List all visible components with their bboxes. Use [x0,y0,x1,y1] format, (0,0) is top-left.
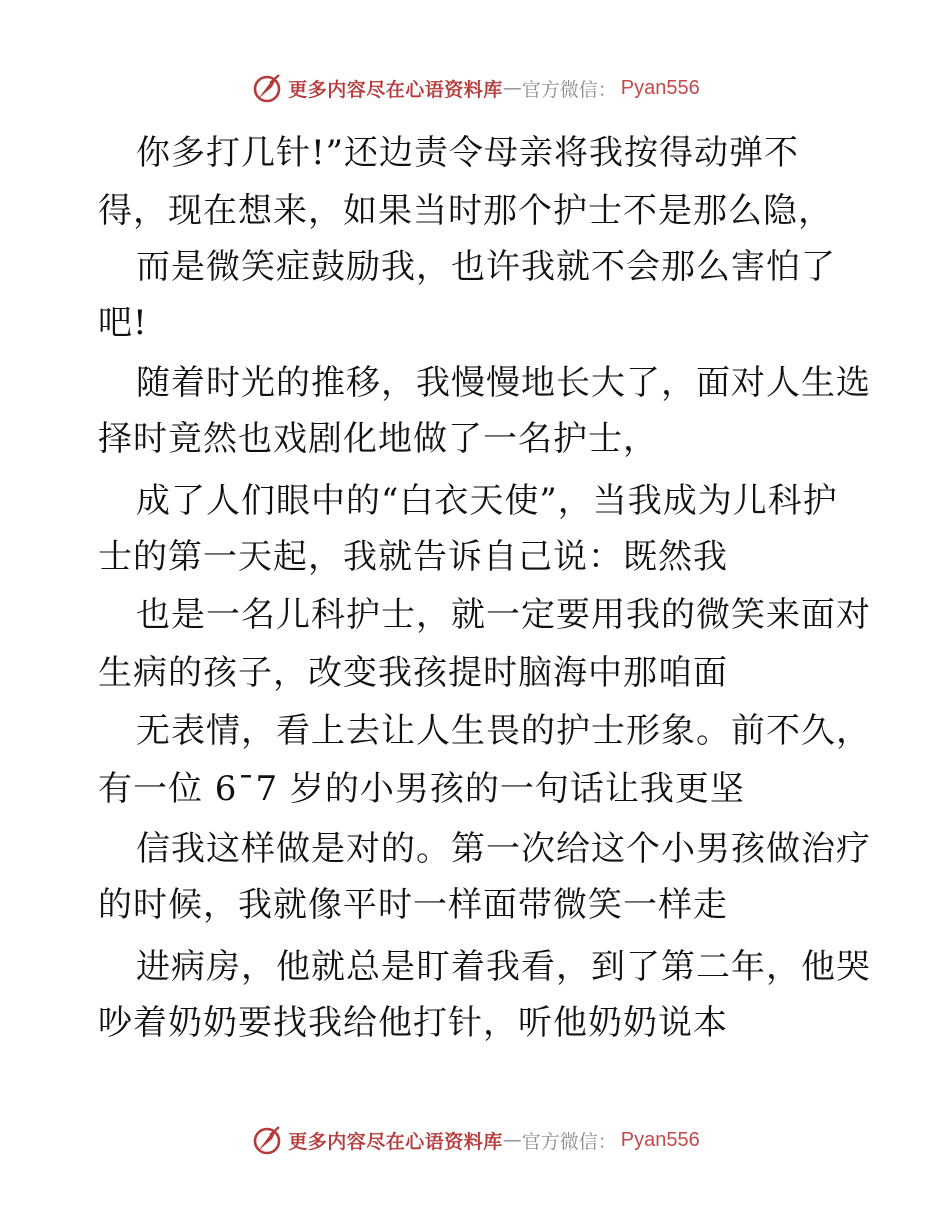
header-wechat-id: Pyan556 [620,76,700,99]
footer-wechat-id: Pyan556 [620,1128,700,1151]
header-site-text: 更多内容尽在心语资料库 [288,78,503,101]
quill-logo-icon [250,1123,284,1157]
text-line: 吵着奶奶要找我给他打针，听他奶奶说本 [98,1003,728,1043]
header-official-label: 官方微信： [521,78,617,101]
text-line: 成了人们眼中的“白衣天使”，当我成为儿科护 [136,481,838,521]
footer-separator: — [502,1129,522,1151]
text-line: 士的第一天起，我就告诉自己说：既然我 [98,537,728,577]
text-line: 而是微笑症鼓励我，也许我就不会那么害怕了 [136,247,836,287]
text-line: 择时竟然也戏剧化地做了一名护士， [98,419,658,459]
text-line: 进病房，他就总是盯着我看，到了第二年，他哭 [136,947,871,987]
text-line: 生病的孩子，改变我孩提时脑海中那咱面 [98,653,728,693]
text-line: 有一位 6¯7 岁的小男孩的一句话让我更坚 [98,769,745,809]
text-line: 你多打几针!”还边责令母亲将我按得动弹不 [136,133,800,173]
header-separator: — [502,77,522,99]
footer-banner [0,1122,950,1158]
text-line: 的时候，我就像平时一样面带微笑一样走 [98,885,728,925]
text-line: 信我这样做是对的。第一次给这个小男孩做治疗 [136,829,871,869]
footer-site-text: 更多内容尽在心语资料库 [288,1130,503,1153]
text-line: 吧! [98,303,148,343]
text-line: 随着时光的推移，我慢慢地长大了，面对人生选 [136,363,871,403]
footer-official-label: 官方微信： [521,1130,617,1153]
text-line: 得，现在想来，如果当时那个护士不是那么隐， [98,191,833,231]
text-line: 也是一名儿科护士，就一定要用我的微笑来面对 [136,595,871,635]
text-line: 无表情，看上去让人生畏的护士形象。前不久， [136,711,871,751]
